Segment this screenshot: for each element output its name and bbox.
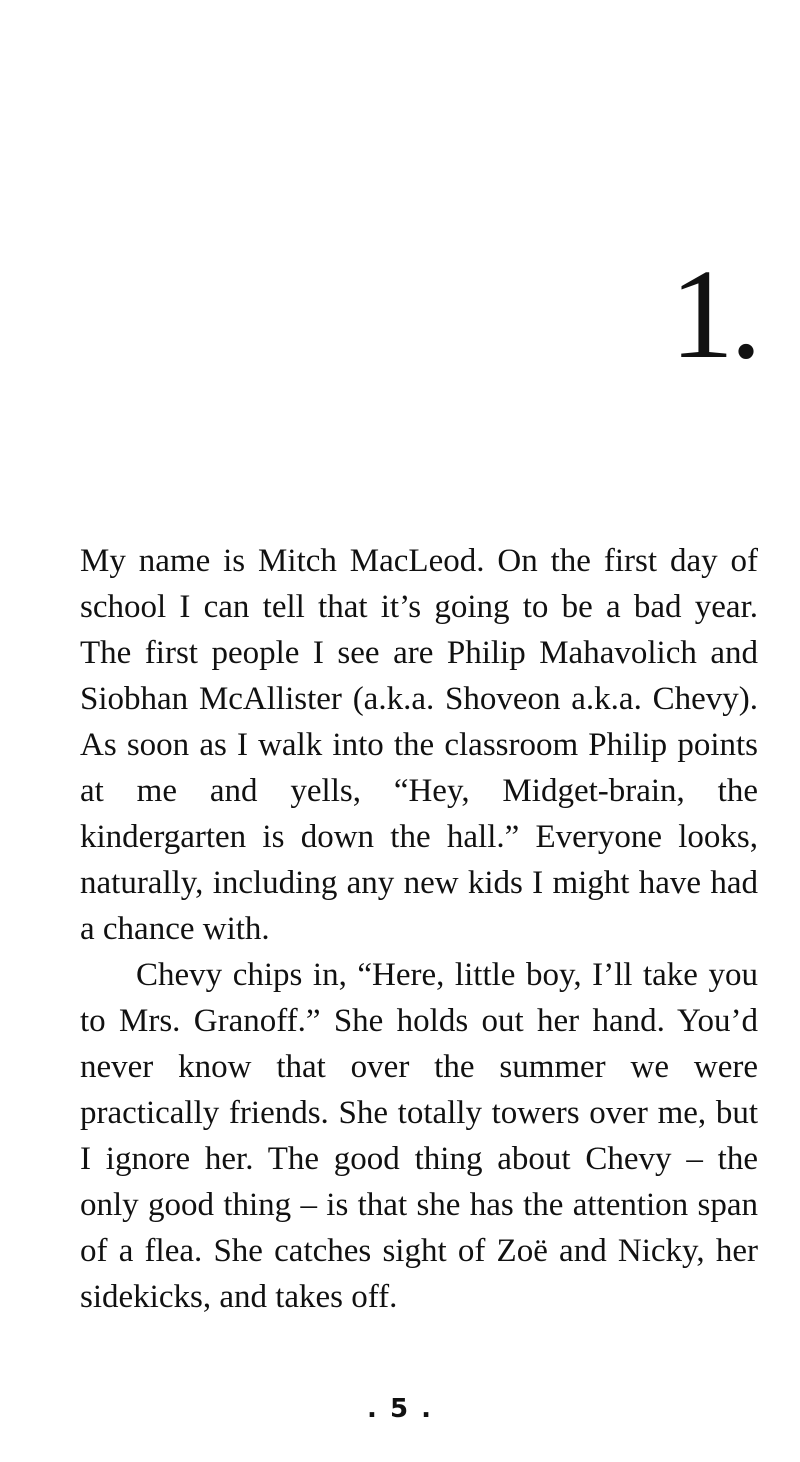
paragraph-2: Chevy chips in, “Here, little boy, I’ll take you to Mrs. Granoff.” She holds out her hand. You’d never know that over the summer we were practically friends. She totally towers over me, but I ignore her. The good thing about Chevy – the only good thing – is that she has the attention span of a flea. She catches sight of Zoë and Nicky, her sidekicks, and takes off.: [80, 957, 758, 1315]
chapter-number: 1.: [670, 243, 758, 385]
paragraph-1: My name is Mitch MacLeod. On the first day of school I can tell that it’s going to be a bad year. The first people I see are Philip Mahavolich and Siobhan McAllister (a.k.a. Shoveon a.k.a. Chevy). As soon as I walk into the classroom Philip points at me and yells, “Hey, Midget-brain, the kindergarten is down the hall.” Everyone looks, naturally, including any new kids I might have had a chance with.: [80, 543, 758, 947]
chapter-body: [80, 538, 758, 1320]
page-number: . 5 .: [367, 1394, 433, 1424]
